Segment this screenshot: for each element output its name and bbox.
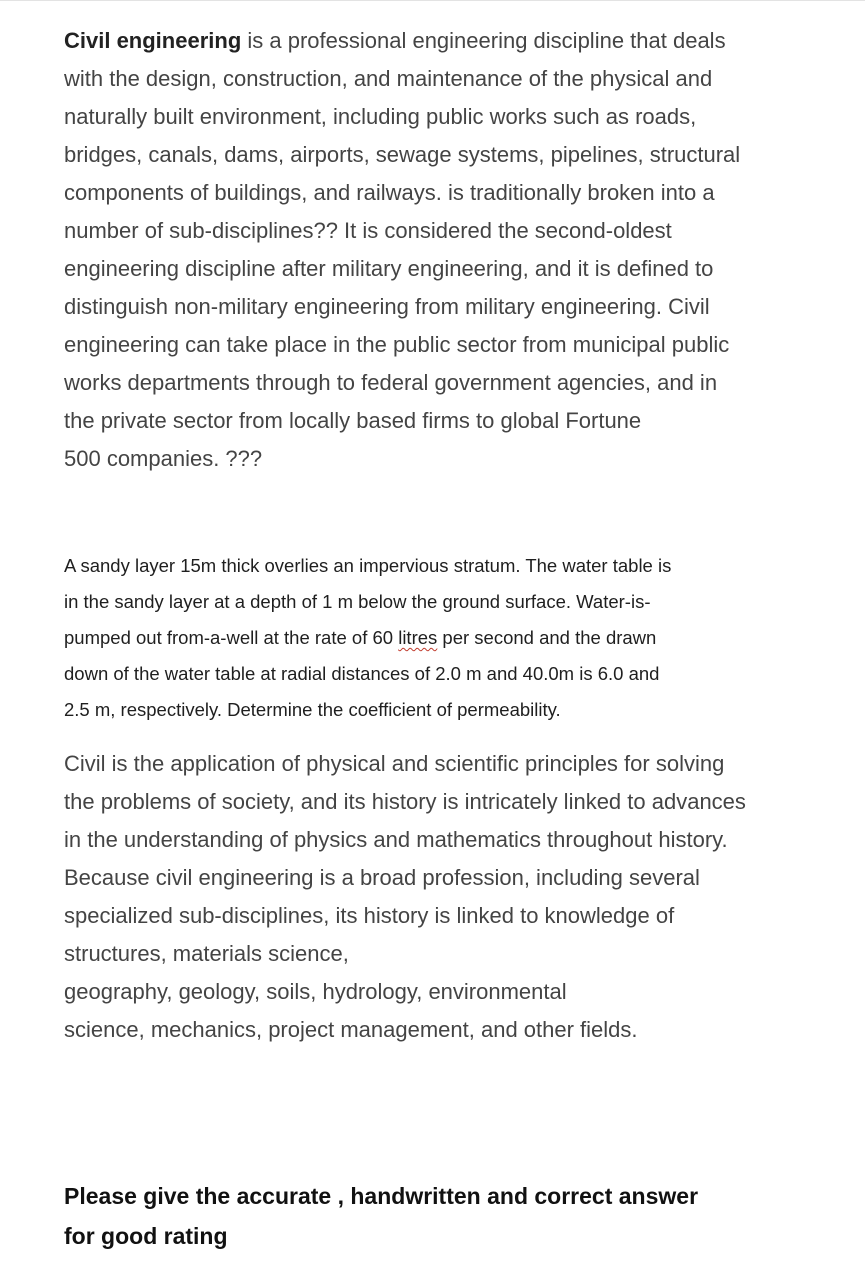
intro-paragraph	[64, 22, 740, 478]
text-line: in the sandy layer at a depth of 1 m below the ground surface. Water-is-	[64, 591, 651, 612]
spellcheck-flagged-word: litres	[398, 627, 438, 648]
text-line: specialized sub-disciplines, its history is linked to knowledge of	[64, 903, 675, 928]
text-fragment: pumped out from-a-well at the rate of 60	[64, 627, 399, 648]
problem-statement	[64, 548, 671, 728]
text-fragment: is a professional engineering discipline that deals	[241, 28, 726, 53]
text-line: distinguish non-military engineering from military engineering. Civil	[64, 294, 710, 319]
text-line: works departments through to federal government agencies, and in	[64, 370, 718, 395]
text-line: science, mechanics, project management, and other fields.	[64, 1017, 638, 1042]
text-line: naturally built environment, including public works such as roads,	[64, 104, 697, 129]
text-line: with the design, construction, and maintenance of the physical and	[64, 66, 713, 91]
text-line: for good rating	[64, 1223, 228, 1249]
answer-request	[64, 1176, 698, 1256]
text-line: geography, geology, soils, hydrology, environmental	[64, 979, 567, 1004]
text-line: components of buildings, and railways. is traditionally broken into a	[64, 180, 715, 205]
text-line: in the understanding of physics and mathematics throughout history.	[64, 827, 728, 852]
text-line	[64, 22, 740, 60]
text-line: 2.5 m, respectively. Determine the coefficient of permeability.	[64, 699, 561, 720]
history-paragraph	[64, 745, 746, 1049]
text-line: A sandy layer 15m thick overlies an impervious stratum. The water table is	[64, 555, 672, 576]
text-line: the private sector from locally based firms to global Fortune	[64, 408, 642, 433]
text-line: structures, materials science,	[64, 941, 349, 966]
text-line: Please give the accurate , handwritten and correct answer	[64, 1183, 699, 1209]
text-line: number of sub-disciplines?? It is considered the second-oldest	[64, 218, 672, 243]
text-line: Because civil engineering is a broad profession, including several	[64, 865, 700, 890]
top-border	[0, 0, 865, 1]
text-fragment: per second and the drawn	[437, 627, 657, 648]
text-line	[64, 620, 671, 656]
text-line: Civil is the application of physical and scientific principles for solving	[64, 751, 725, 776]
text-line: engineering can take place in the public sector from municipal public	[64, 332, 730, 357]
text-line: 500 companies. ???	[64, 446, 263, 471]
bold-term: Civil engineering	[64, 28, 242, 53]
text-line: bridges, canals, dams, airports, sewage systems, pipelines, structural	[64, 142, 741, 167]
text-line: the problems of society, and its history is intricately linked to advances	[64, 789, 746, 814]
text-line: down of the water table at radial distances of 2.0 m and 40.0m is 6.0 and	[64, 663, 660, 684]
text-line: engineering discipline after military engineering, and it is defined to	[64, 256, 714, 281]
